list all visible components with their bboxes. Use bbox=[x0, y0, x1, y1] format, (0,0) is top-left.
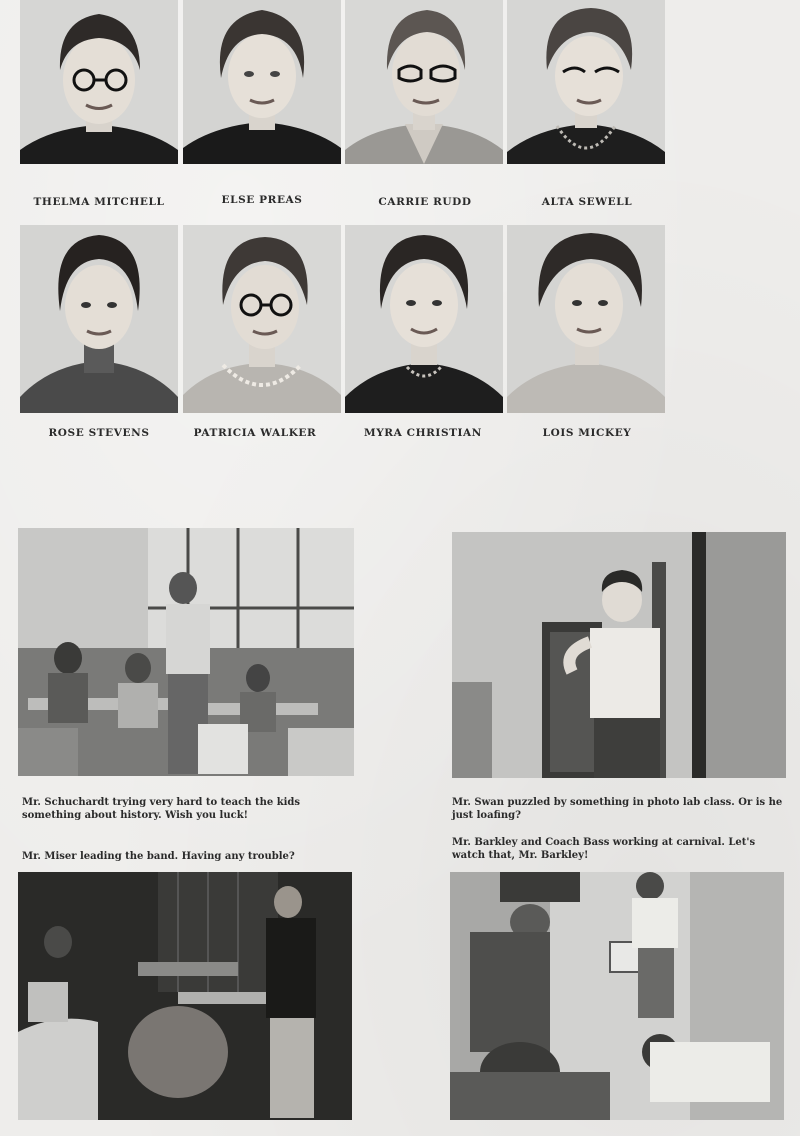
caption-carnival: Mr. Barkley and Coach Bass working at carnival. Let's watch that, Mr. Barkley! bbox=[452, 837, 756, 861]
photo-lab-scene bbox=[452, 532, 786, 778]
caption-history-class: Mr. Schuchardt trying very hard to teach the kids something about history. Wish you luck! bbox=[22, 797, 301, 821]
portrait-photo bbox=[507, 225, 665, 413]
portrait-photo bbox=[20, 225, 178, 413]
portrait-name-label: THELMA MITCHELL bbox=[33, 196, 165, 208]
portrait-thelma-mitchell bbox=[20, 0, 178, 164]
portrait-photo bbox=[507, 0, 665, 164]
portrait-else-preas bbox=[183, 0, 341, 164]
portrait-photo bbox=[345, 0, 503, 164]
portrait-photo bbox=[183, 0, 341, 164]
portrait-name-label: PATRICIA WALKER bbox=[193, 427, 317, 439]
portrait-photo bbox=[183, 225, 341, 413]
portrait-alta-sewell bbox=[507, 0, 665, 164]
portrait-photo bbox=[20, 0, 178, 164]
photo-photo-lab bbox=[452, 532, 786, 778]
carnival-scene bbox=[450, 872, 784, 1120]
portrait-rose-stevens bbox=[20, 225, 178, 413]
photo-carnival bbox=[450, 872, 784, 1120]
photo-history-class bbox=[18, 528, 354, 776]
photo-band bbox=[18, 872, 352, 1120]
band-scene bbox=[18, 872, 352, 1120]
portrait-lois-mickey bbox=[507, 225, 665, 413]
portrait-carrie-rudd bbox=[345, 0, 503, 164]
portrait-myra-christian bbox=[345, 225, 503, 413]
caption-band: Mr. Miser leading the band. Having any trouble? bbox=[22, 851, 295, 862]
caption-photo-lab: Mr. Swan puzzled by something in photo lab class. Or is he just loafing? bbox=[452, 797, 783, 821]
portrait-name-label: ROSE STEVENS bbox=[48, 427, 150, 439]
portrait-photo bbox=[345, 225, 503, 413]
portrait-name-label: CARRIE RUDD bbox=[378, 196, 472, 208]
classroom-scene bbox=[18, 528, 354, 776]
portrait-patricia-walker bbox=[183, 225, 341, 413]
portrait-name-label: LOIS MICKEY bbox=[542, 427, 632, 439]
portrait-name-label: ALTA SEWELL bbox=[541, 196, 633, 208]
portrait-name-label: ELSE PREAS bbox=[221, 194, 303, 206]
portrait-name-label: MYRA CHRISTIAN bbox=[363, 427, 482, 439]
